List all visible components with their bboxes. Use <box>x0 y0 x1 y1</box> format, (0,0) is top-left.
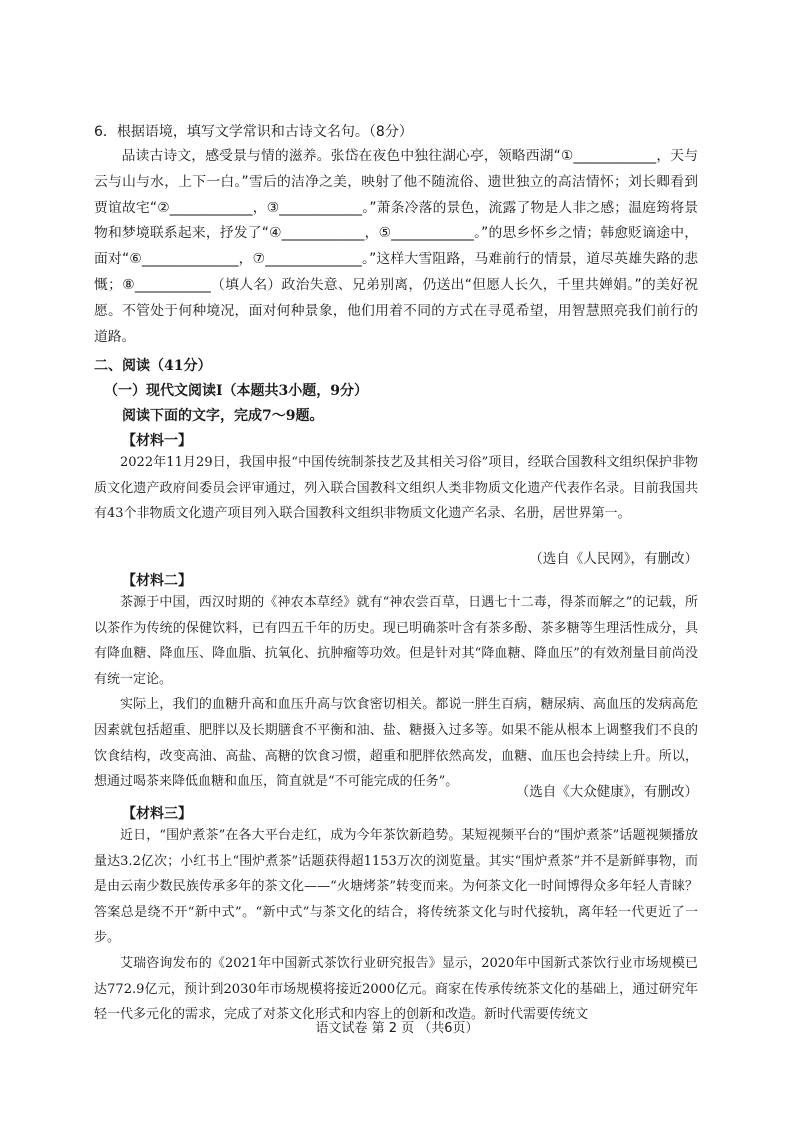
reading-instruction: 阅读下面的文字，完成7～9题。 <box>122 408 324 424</box>
material-3-heading: 【材料三】 <box>122 806 192 822</box>
material-2-source: （选自《大众健康》，有删改） <box>515 784 698 800</box>
material-1-text <box>94 450 698 527</box>
question-6-body <box>94 144 698 350</box>
material-3-text <box>94 823 698 1028</box>
material-2-paragraph-1: 茶源于中国，西汉时期的《神农本草经》就有“神农尝百草，日遇七十二毒，得茶而解之”的记载，所以茶作为传统的保健饮料，已有四五千年的历史。现已明确茶叶含有茶多酚、茶多糖等生理活性成分，具有降血糖、降血压、降血脂、抗氧化、抗肿瘤等功效。但是针对其“降血糖、降血压”的有效剂量目前尚没有统一定论。 <box>94 595 698 687</box>
question-6-title: 6．根据语境，填写文学常识和古诗文名句。（8分） <box>94 124 413 140</box>
material-1-heading: 【材料一】 <box>122 433 192 449</box>
material-3-paragraph-1: 近日，“围炉煮茶”在各大平台走红，成为今年茶饮新趋势。某短视频平台的“围炉煮茶”话题视频播放量达3.2亿次；小红书上“围炉煮茶”话题获得超1153万次的浏览量。其实“围炉煮茶”并不是新鲜事物，而是由云南少数民族传承多年的茶文化——“火塘烤茶”转变而来。为何茶文化一时间博得众多年轻人青睐？答案总是绕不开“新中式”。“新中式”与茶文化的结合，将传统茶文化与时代接轨，离年轻一代更近了一步。 <box>94 828 698 946</box>
material-1-paragraph: 2022年11月29日，我国申报“中国传统制茶技艺及其相关习俗”项目，经联合国教科文组织保护非物质文化遗产政府间委员会评审通过，列入联合国教科文组织人类非物质文化遗产代表作名录。目前我国共有43个非物质文化遗产项目列入联合国教科文组织非物质文化遗产名录、名册，居世界第一。 <box>94 455 698 522</box>
section-title: 二、阅读（41分） <box>94 358 212 374</box>
material-1-source: （选自《人民网》，有删改） <box>529 551 698 567</box>
material-2-text <box>94 590 698 795</box>
material-2-heading: 【材料二】 <box>122 573 192 589</box>
subsection-title: （一）现代文阅读Ⅰ（本题共3小题，9分） <box>104 383 369 399</box>
question-6-paragraph: 品读古诗文，感受景与情的滋养。张岱在夜色中独往湖心亭，领略西湖“①____________，天与云与山与水，上下一白。”雪后的洁净之美，映射了他不随流俗、遗世独立的高洁情怀；刘长卿看到贾谊故宅“②____________，③____________。”萧条冷落的景色，流露了物是人非之感；温庭筠将景物和梦境联系起来，抒发了“④____________，⑤____________。”的思乡怀乡之情；韩愈贬谪途中，面对“⑥______________，⑦______________。”这样大雪阻路，马难前行的情景，道尽英雄失路的悲慨；⑧___________（填人名）政治失意、兄弟别离，仍送出“但愿人长久，千里共婵娟。”的美好祝愿。不管处于何种境况，面对何种景象，他们用着不同的方式在寻觅希望，用智慧照亮我们前行的道路。 <box>94 148 698 345</box>
material-3-paragraph-2: 艾瑞咨询发布的《2021年中国新式茶饮行业研究报告》显示，2020年中国新式茶饮行业市场规模已达772.9亿元，预计到2030年市场规模将接近2000亿元。商家在传承传统茶文化的基础上，通过研究年轻一代多元化的需求，完成了对茶文化形式和内容上的创新和改造。新时代需要传统文 <box>94 955 698 1023</box>
page-footer: 语文试卷 第 2 页 （共6页） <box>315 1021 479 1036</box>
material-2-paragraph-2: 实际上，我们的血糖升高和血压升高与饮食密切相关。都说一胖生百病，糖尿病、高血压的发病高危因素就包括超重、肥胖以及长期膳食不平衡和油、盐、糖摄入过多等。如果不能从根本上调整我们不良的饮食结构，改变高油、高盐、高糖的饮食习惯，超重和肥胖依然高发，血糖、血压也会持续上升。所以，想通过喝茶来降低血糖和血压，简直就是“不可能完成的任务”。 <box>94 697 698 790</box>
